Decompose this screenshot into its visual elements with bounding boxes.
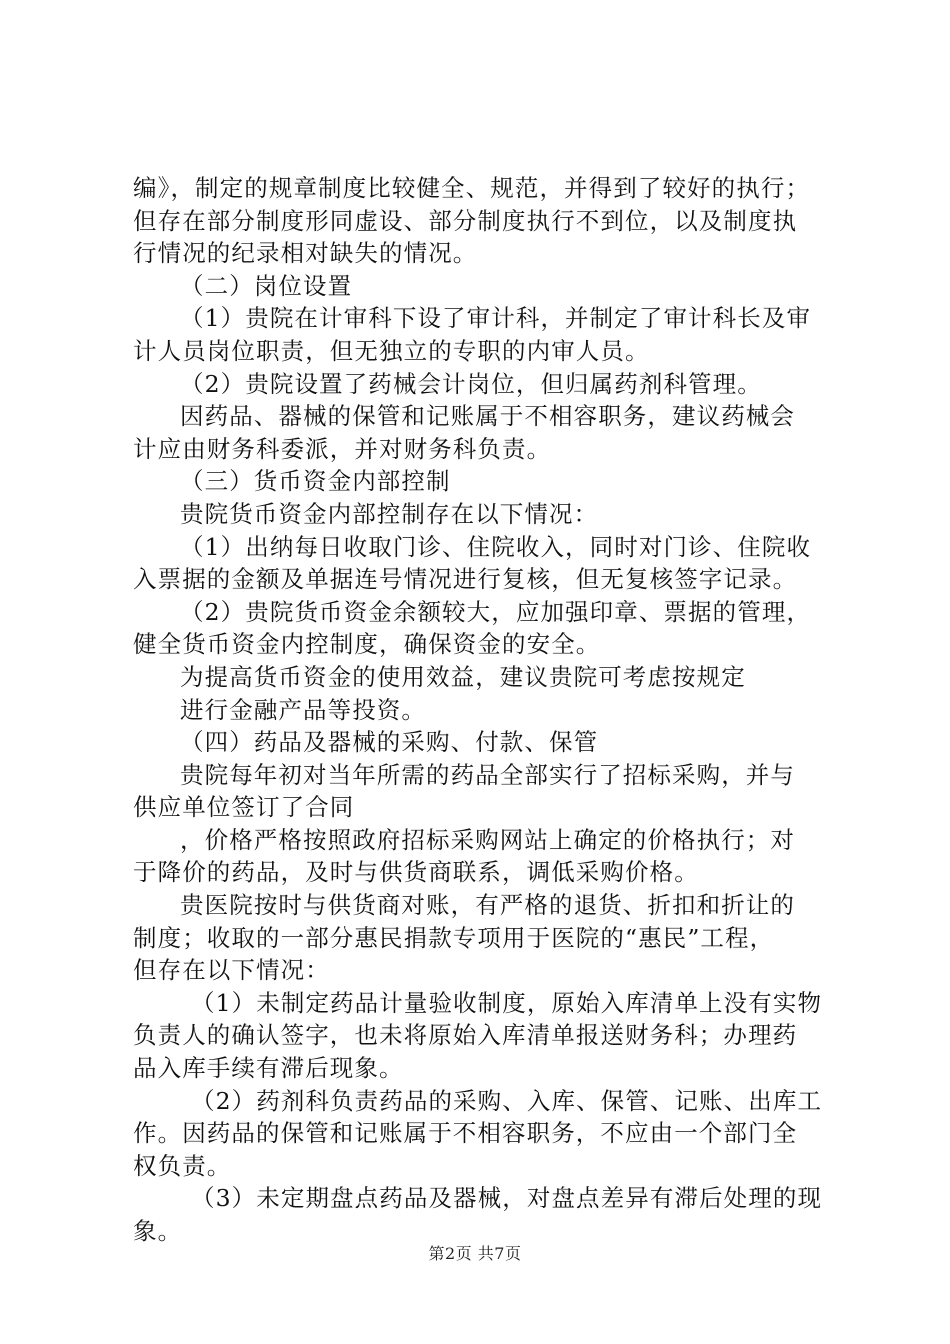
text-line: 权负责。 — [133, 1151, 232, 1180]
text-line: 入票据的金额及单据连号情况进行复核，但无复核签字记录。 — [133, 565, 798, 594]
text-line: 供应单位签订了合同 — [133, 793, 355, 822]
text-line: （1）出纳每日收取门诊、住院收入，同时对门诊、住院收 — [180, 532, 812, 561]
text-line: 但存在以下情况： — [133, 956, 330, 985]
text-line: 作。因药品的保管和记账属于不相容职务，不应由一个部门全 — [133, 1119, 798, 1148]
text-line: 贵医院按时与供货商对账，有严格的退货、折扣和折让的 — [180, 891, 795, 920]
page-number-footer: 第2页 共7页 — [428, 1244, 522, 1263]
text-line: ，价格严格按照政府招标采购网站上确定的价格执行；对 — [180, 825, 795, 854]
text-line: （1）未制定药品计量验收制度，原始入库清单上没有实物 — [191, 988, 823, 1017]
text-line: 健全货币资金内控制度，确保资金的安全。 — [133, 630, 601, 659]
text-line: 贵院货币资金内部控制存在以下情况： — [180, 499, 599, 528]
text-line: 负责人的确认签字，也未将原始入库清单报送财务科；办理药 — [133, 1021, 798, 1050]
text-line: 制度；收取的一部分惠民捐款专项用于医院的“惠民”工程， — [133, 923, 775, 952]
text-line: 于降价的药品，及时与供货商联系，调低采购价格。 — [133, 858, 699, 887]
section-heading: （三）货币资金内部控制 — [180, 467, 451, 496]
text-line: 为提高货币资金的使用效益，建议贵院可考虑按规定 — [180, 662, 746, 691]
section-heading: （二）岗位设置 — [180, 271, 353, 300]
text-line: 贵院每年初对当年所需的药品全部实行了招标采购，并与 — [180, 760, 795, 789]
text-line: （1）贵院在计审科下设了审计科，并制定了审计科长及审 — [180, 304, 812, 333]
text-line: 编》，制定的规章制度比较健全、规范，并得到了较好的执行； — [133, 174, 811, 202]
document-body — [133, 172, 833, 1248]
section-heading: （四）药品及器械的采购、付款、保管 — [180, 728, 599, 757]
text-line: （2）贵院货币资金余额较大，应加强印章、票据的管理， — [180, 597, 812, 626]
text-line: 象。 — [133, 1217, 183, 1245]
text-line: （2）药剂科负责药品的采购、入库、保管、记账、出库工 — [191, 1086, 823, 1115]
text-line: 品入库手续有滞后现象。 — [133, 1054, 404, 1083]
text-line: （2）贵院设置了药械会计岗位，但归属药剂科管理。 — [180, 369, 762, 398]
text-line: 因药品、器械的保管和记账属于不相容职务，建议药械会 — [180, 402, 795, 431]
text-line: 计人员岗位职责，但无独立的专职的内审人员。 — [133, 336, 650, 365]
text-line: 计应由财务科委派，并对财务科负责。 — [133, 434, 552, 463]
text-line: 但存在部分制度形同虚设、部分制度执行不到位，以及制度执 — [133, 206, 798, 235]
text-line: （3）未定期盘点药品及器械，对盘点差异有滞后处理的现 — [191, 1184, 823, 1213]
text-line: 进行金融产品等投资。 — [180, 695, 426, 724]
text-line: 行情况的纪录相对缺失的情况。 — [133, 239, 478, 268]
